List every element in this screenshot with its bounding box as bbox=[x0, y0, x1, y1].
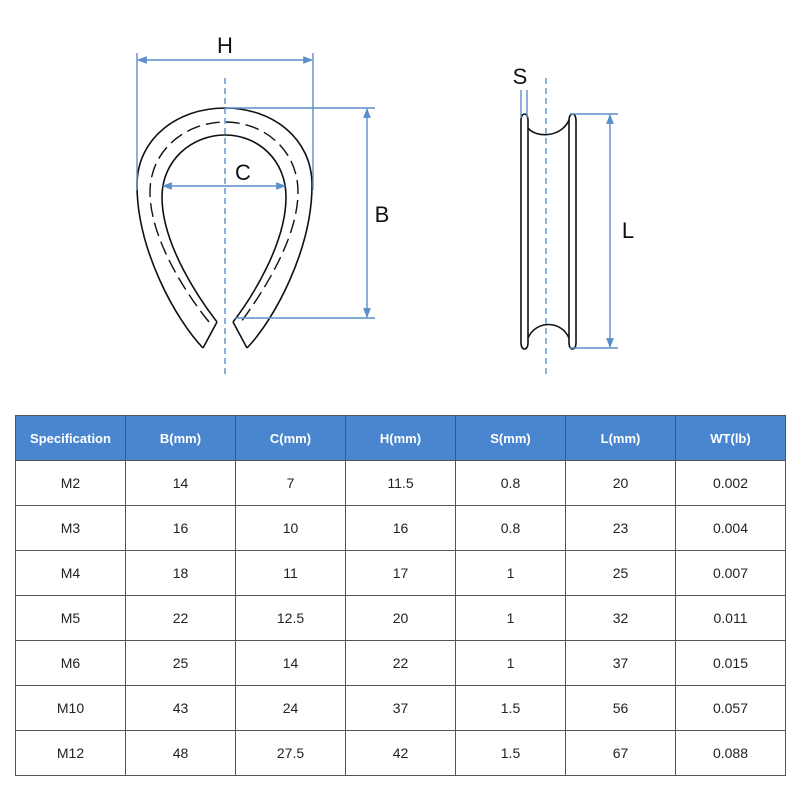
header-cell: S(mm) bbox=[456, 416, 566, 461]
header-cell: WT(lb) bbox=[676, 416, 786, 461]
value-cell: 11.5 bbox=[346, 461, 456, 506]
table-row bbox=[16, 731, 786, 776]
value-cell: 14 bbox=[126, 461, 236, 506]
value-cell: 48 bbox=[126, 731, 236, 776]
value-cell: 27.5 bbox=[236, 731, 346, 776]
spec-cell: M10 bbox=[16, 686, 126, 731]
spec-cell: M5 bbox=[16, 596, 126, 641]
spec-cell: M3 bbox=[16, 506, 126, 551]
label-c: C bbox=[235, 160, 251, 185]
value-cell: 22 bbox=[126, 596, 236, 641]
header-cell: B(mm) bbox=[126, 416, 236, 461]
value-cell: 20 bbox=[566, 461, 676, 506]
label-l: L bbox=[621, 218, 635, 243]
value-cell: 0.007 bbox=[676, 551, 786, 596]
value-cell: 43 bbox=[126, 686, 236, 731]
value-cell: 20 bbox=[346, 596, 456, 641]
thimble-side-view bbox=[521, 114, 576, 349]
value-cell: 56 bbox=[566, 686, 676, 731]
spec-cell: M6 bbox=[16, 641, 126, 686]
value-cell: 37 bbox=[566, 641, 676, 686]
value-cell: 11 bbox=[236, 551, 346, 596]
value-cell: 16 bbox=[126, 506, 236, 551]
value-cell: 25 bbox=[126, 641, 236, 686]
value-cell: 0.8 bbox=[456, 461, 566, 506]
table-row bbox=[16, 506, 786, 551]
dimension-l bbox=[570, 114, 618, 348]
spec-cell: M2 bbox=[16, 461, 126, 506]
value-cell: 14 bbox=[236, 641, 346, 686]
value-cell: 22 bbox=[346, 641, 456, 686]
spec-cell: M12 bbox=[16, 731, 126, 776]
header-cell: Specification bbox=[16, 416, 126, 461]
value-cell: 1 bbox=[456, 641, 566, 686]
table-row bbox=[16, 461, 786, 506]
spec-cell: M4 bbox=[16, 551, 126, 596]
table-row bbox=[16, 596, 786, 641]
value-cell: 67 bbox=[566, 731, 676, 776]
table-row bbox=[16, 641, 786, 686]
value-cell: 1.5 bbox=[456, 731, 566, 776]
value-cell: 16 bbox=[346, 506, 456, 551]
label-s: S bbox=[512, 64, 528, 89]
value-cell: 0.088 bbox=[676, 731, 786, 776]
value-cell: 0.8 bbox=[456, 506, 566, 551]
value-cell: 32 bbox=[566, 596, 676, 641]
value-cell: 1.5 bbox=[456, 686, 566, 731]
spec-table bbox=[15, 415, 786, 776]
table-row bbox=[16, 686, 786, 731]
value-cell: 42 bbox=[346, 731, 456, 776]
value-cell: 0.057 bbox=[676, 686, 786, 731]
value-cell: 25 bbox=[566, 551, 676, 596]
table-header-row bbox=[16, 416, 786, 461]
value-cell: 24 bbox=[236, 686, 346, 731]
value-cell: 17 bbox=[346, 551, 456, 596]
table-row bbox=[16, 551, 786, 596]
value-cell: 1 bbox=[456, 596, 566, 641]
value-cell: 1 bbox=[456, 551, 566, 596]
header-cell: C(mm) bbox=[236, 416, 346, 461]
table-body bbox=[16, 461, 786, 776]
value-cell: 0.015 bbox=[676, 641, 786, 686]
value-cell: 0.002 bbox=[676, 461, 786, 506]
header-cell: L(mm) bbox=[566, 416, 676, 461]
label-b: B bbox=[374, 202, 390, 227]
value-cell: 23 bbox=[566, 506, 676, 551]
value-cell: 18 bbox=[126, 551, 236, 596]
value-cell: 7 bbox=[236, 461, 346, 506]
value-cell: 37 bbox=[346, 686, 456, 731]
value-cell: 0.011 bbox=[676, 596, 786, 641]
value-cell: 10 bbox=[236, 506, 346, 551]
header-cell: H(mm) bbox=[346, 416, 456, 461]
label-h: H bbox=[217, 33, 233, 58]
value-cell: 0.004 bbox=[676, 506, 786, 551]
value-cell: 12.5 bbox=[236, 596, 346, 641]
